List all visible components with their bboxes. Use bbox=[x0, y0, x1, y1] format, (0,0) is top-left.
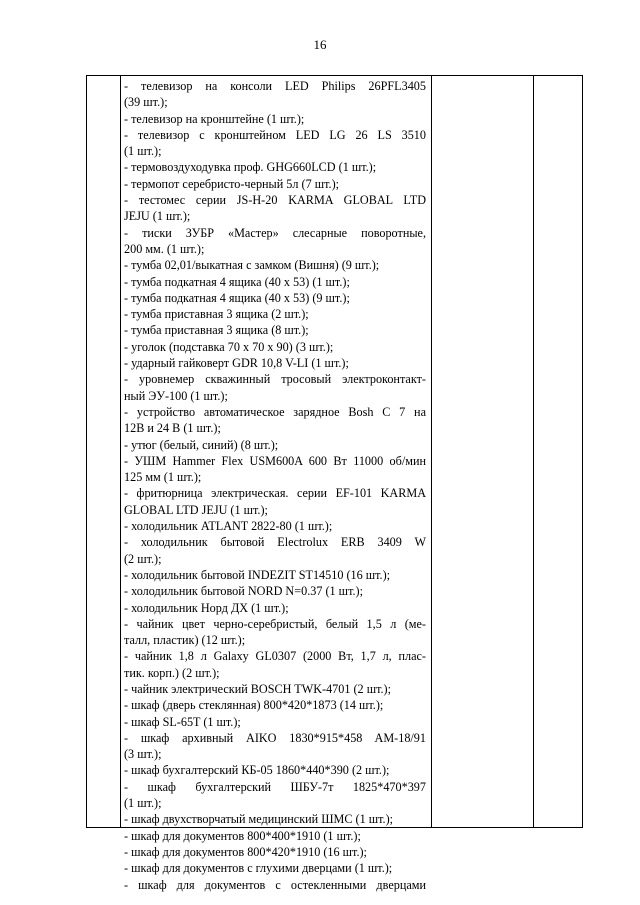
item-line: - уровнемер скважинный тросовый электроконтакт- bbox=[124, 372, 426, 387]
item-line: GLOBAL LTD JEJU (1 шт.); bbox=[124, 502, 268, 517]
item-line: - шкаф для документов с глухими дверцами (1 шт.); bbox=[124, 861, 393, 876]
item-line: 12В и 24 В (1 шт.); bbox=[124, 421, 221, 436]
item-line: - шкаф SL-65T (1 шт.); bbox=[124, 714, 241, 729]
item-line: - чайник 1,8 л Galaxy GL0307 (2000 Вт, 1,7 л, плас- bbox=[124, 649, 426, 664]
item-line: - шкаф для документов с остекленными дверцами bbox=[124, 877, 426, 892]
item-line: - утюг (белый, синий) (8 шт.); bbox=[124, 437, 279, 452]
item-line: - уголок (подставка 70 х 70 х 90) (3 шт.); bbox=[124, 339, 334, 354]
item-line: - телевизор с кронштейном LED LG 26 LS 3510 bbox=[124, 127, 426, 142]
item-line: - шкаф (дверь стеклянная) 800*420*1873 (14 шт.); bbox=[124, 698, 384, 713]
item-list-cell bbox=[124, 78, 426, 893]
column-divider bbox=[533, 75, 534, 828]
item-line: - телевизор на кронштейне (1 шт.); bbox=[124, 111, 305, 126]
item-line: 200 мм. (1 шт.); bbox=[124, 241, 205, 256]
item-line: - тумба приставная 3 ящика (2 шт.); bbox=[124, 307, 309, 322]
column-divider bbox=[86, 75, 87, 828]
item-line: - устройство автоматическое зарядное Bosh C 7 на bbox=[124, 404, 426, 419]
item-line: - тиски ЗУБР «Мастер» слесарные поворотные, bbox=[124, 225, 426, 240]
item-line: - холодильник бытовой Electrolux ERB 3409 W bbox=[124, 535, 426, 550]
item-line: - фритюрница электрическая. серии EF-101 KARMA bbox=[124, 486, 426, 501]
item-line: - УШМ Hammer Flex USM600A 600 Вт 11000 об/мин bbox=[124, 453, 426, 468]
item-line: талл, пластик) (12 шт.); bbox=[124, 633, 246, 648]
item-line: - чайник электрический BOSCH TWK-4701 (2 шт.); bbox=[124, 681, 391, 696]
item-line: - шкаф бухгалтерский ШБУ-7т 1825*470*397 bbox=[124, 779, 426, 794]
item-line: (1 шт.); bbox=[124, 796, 162, 811]
item-line: - термовоздуходувка проф. GHG660LCD (1 шт.); bbox=[124, 160, 377, 175]
item-line: - тумба 02,01/выкатная с замком (Вишня) (9 шт.); bbox=[124, 258, 380, 273]
item-line: - шкаф для документов 800*400*1910 (1 шт.); bbox=[124, 828, 361, 843]
table-top-border bbox=[86, 75, 583, 76]
item-line: - тумба подкатная 4 ящика (40 х 53) (1 шт.); bbox=[124, 274, 350, 289]
item-line: - холодильник ATLANT 2822-80 (1 шт.); bbox=[124, 519, 333, 534]
item-line: (1 шт.); bbox=[124, 144, 162, 159]
item-line: - холодильник бытовой NORD N=0.37 (1 шт.); bbox=[124, 584, 363, 599]
item-line: (2 шт.); bbox=[124, 551, 162, 566]
item-line: JEJU (1 шт.); bbox=[124, 209, 191, 224]
item-line: тик. корп.) (2 шт.); bbox=[124, 665, 220, 680]
item-line: - шкаф архивный AIKO 1830*915*458 AM-18/91 bbox=[124, 730, 426, 745]
item-line: - тумба приставная 3 ящика (8 шт.); bbox=[124, 323, 309, 338]
item-line: (39 шт.); bbox=[124, 95, 168, 110]
item-line: - холодильник бытовой INDEZIT ST14510 (16 шт.); bbox=[124, 567, 391, 582]
item-line: - тестомес серии JS-H-20 KARMA GLOBAL LTD bbox=[124, 193, 426, 208]
item-line: - чайник цвет черно-серебристый, белый 1,5 л (ме- bbox=[124, 616, 426, 631]
item-line: - холодильник Норд ДХ (1 шт.); bbox=[124, 600, 289, 615]
column-divider bbox=[431, 75, 432, 828]
column-divider bbox=[120, 75, 121, 828]
item-line: - шкаф для документов 800*420*1910 (16 шт.); bbox=[124, 844, 367, 859]
column-divider bbox=[582, 75, 583, 828]
item-line: - тумба подкатная 4 ящика (40 х 53) (9 шт.); bbox=[124, 290, 350, 305]
item-line: - шкаф бухгалтерский КБ-05 1860*440*390 (2 шт.); bbox=[124, 763, 390, 778]
item-line: - шкаф двухстворчатый медицинский ШМС (1 шт.); bbox=[124, 812, 394, 827]
page-number: 16 bbox=[313, 37, 327, 52]
item-line: - термопот серебристо-черный 5л (7 шт.); bbox=[124, 176, 340, 191]
item-line: - ударный гайковерт GDR 10,8 V-LI (1 шт.); bbox=[124, 356, 349, 371]
item-line: ный ЭУ-100 (1 шт.); bbox=[124, 388, 228, 403]
item-line: 125 мм (1 шт.); bbox=[124, 470, 202, 485]
item-line: - телевизор на консоли LED Philips 26PFL3405 bbox=[124, 79, 426, 93]
item-line: (3 шт.); bbox=[124, 747, 162, 762]
inventory-table bbox=[86, 75, 583, 892]
